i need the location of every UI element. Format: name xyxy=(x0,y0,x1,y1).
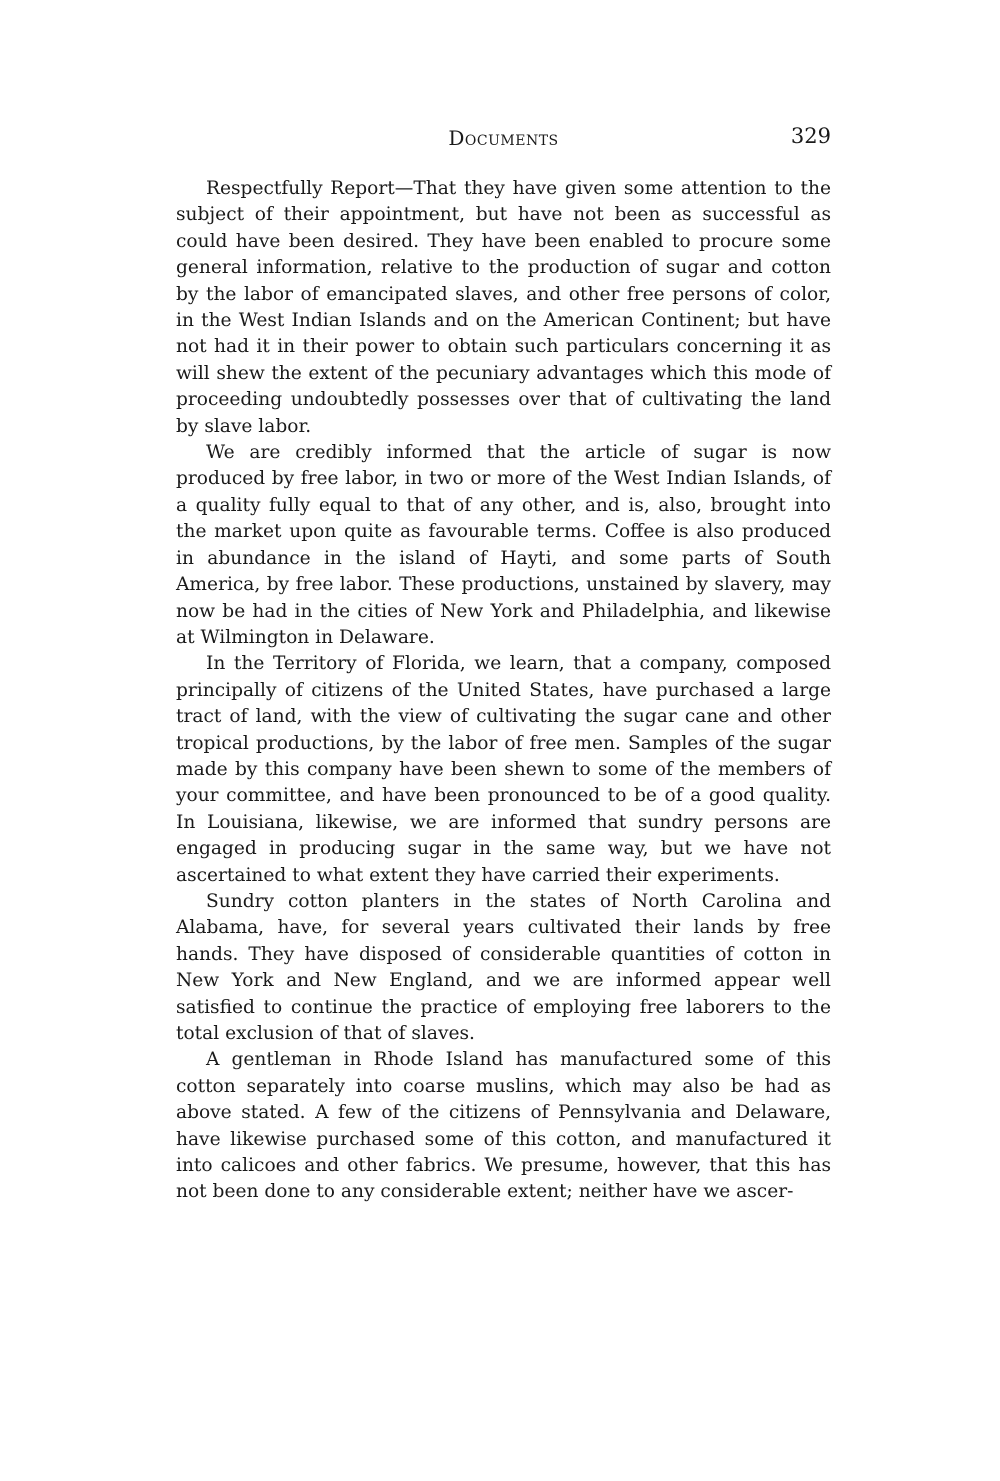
running-header-title: Documents xyxy=(448,126,559,150)
paragraph-cotton-planters: Sundry cotton planters in the states of North Carolina and Alabama, have, for several years cultivated their lands by free hands. They have disposed of considerable quantities of cotton in New York and New England, and we are informed appear well satisfied to continue the practice of employing free laborers to the total exclusion of that of slaves. xyxy=(176,890,831,1044)
running-header xyxy=(176,126,831,158)
paragraph-sugar: We are credibly informed that the article of sugar is now produced by free labor, in two or more of the West Indian Islands, of a quality fully equal to that of any other, and is, also, brought into the market upon quite as favourable terms. Coffee is also produced in abundance in the island of Hayti, and some parts of South America, by free labor. These productions, unstained by slavery, may now be had in the cities of New York and Philadelphia, and likewise at Wilmington in Delaware. xyxy=(176,442,831,648)
paragraph-rhode-island: A gentleman in Rhode Island has manufactured some of this cotton separately into coarse muslins, which may also be had as above stated. A few of the citizens of Pennsylvania and Delaware, have likewise purchased some of this cotton, and manufactured it into calicoes and other fabrics. We presume, however, that this has not been done to any considerable extent; neither have we ascer- xyxy=(176,1049,831,1203)
body-text xyxy=(176,176,831,1206)
paragraph-florida: In the Territory of Florida, we learn, that a company, composed principally of citizens of the United States, have purchased a large tract of land, with the view of cultivating the sugar cane and other tropical productions, by the labor of free men. Samples of the sugar made by this company have been shewn to some of the members of your committee, and have been pronounced to be of a good quality. In Louisiana, likewise, we are informed that sundry persons are engaged in producing sugar in the same way, but we have not ascertained to what extent they have carried their experiments. xyxy=(176,653,831,886)
paragraph-report: Respectfully Report—That they have given some attention to the subject of their appointment, but have not been as successful as could have been desired. They have been enabled to procure some general information, relative to the production of sugar and cotton by the labor of emancipated slaves, and other free persons of color, in the West Indian Islands and on the American Continent; but have not had it in their power to obtain such particulars concerning it as will shew the extent of the pecuniary advantages which this mode of proceeding undoubtedly possesses over that of cultivating the land by slave labor. xyxy=(176,178,831,437)
page-number: 329 xyxy=(790,124,831,148)
